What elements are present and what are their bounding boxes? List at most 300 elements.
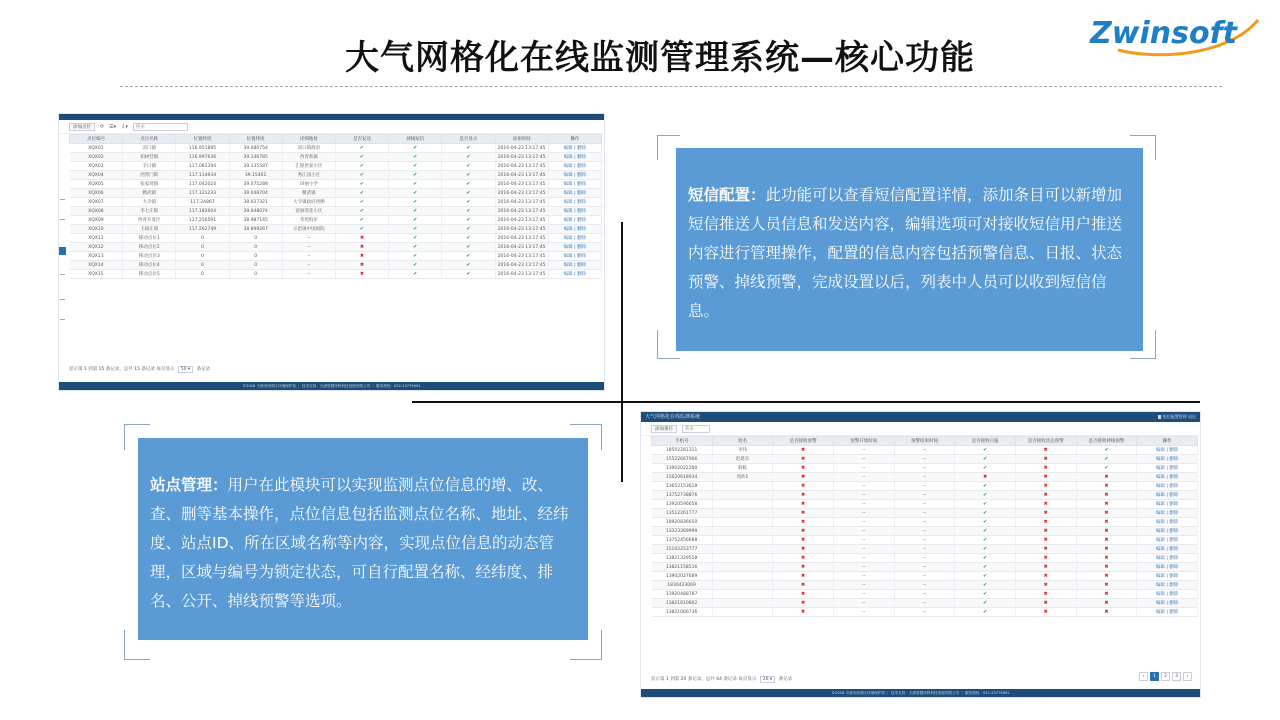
table-cell: 2016-04-23 13:17:45 bbox=[495, 144, 548, 153]
check-icon: ✔ bbox=[1076, 464, 1137, 473]
cross-icon: ✖ bbox=[1076, 554, 1137, 563]
table-cell: -- bbox=[894, 518, 955, 527]
table-cell: 凉口镇 bbox=[123, 144, 176, 153]
table-cell: 0 bbox=[229, 270, 282, 279]
table-cell: -- bbox=[833, 482, 894, 491]
column-header[interactable]: 是否接收状态预警 bbox=[1015, 437, 1076, 446]
table-cell: 示范镇中国国院 bbox=[282, 225, 335, 234]
column-header[interactable]: 点位名称 bbox=[123, 135, 176, 144]
table-cell: XQX06 bbox=[70, 189, 123, 198]
table-cell bbox=[712, 536, 773, 545]
row-actions[interactable]: 编辑 | 删除 bbox=[548, 162, 601, 171]
table-row[interactable] bbox=[652, 446, 1198, 455]
table-cell bbox=[712, 545, 773, 554]
table-row[interactable] bbox=[70, 270, 602, 279]
table-row[interactable] bbox=[652, 527, 1198, 536]
table-cell: 39.048704 bbox=[229, 189, 282, 198]
table-cell: -- bbox=[833, 473, 894, 482]
table-cell: 39.146785 bbox=[229, 153, 282, 162]
pager-text: 显示第 1 到第 15 条记录，总共 15 条记录 每页显示 bbox=[69, 367, 175, 372]
row-actions[interactable]: 编辑 | 删除 bbox=[548, 243, 601, 252]
column-header[interactable]: 操作 bbox=[548, 135, 601, 144]
search-input[interactable]: 搜索 bbox=[682, 425, 710, 433]
cross-icon: ✖ bbox=[1076, 518, 1137, 527]
table-cell: XQX01 bbox=[70, 144, 123, 153]
table-cell: -- bbox=[833, 491, 894, 500]
table-cell bbox=[712, 482, 773, 491]
table-cell: XQX09 bbox=[70, 216, 123, 225]
check-icon: ✔ bbox=[389, 225, 442, 234]
pagination bbox=[1139, 672, 1192, 681]
table-row[interactable] bbox=[652, 599, 1198, 608]
row-actions[interactable]: 编辑 | 删除 bbox=[548, 234, 601, 243]
table-cell: 0 bbox=[229, 234, 282, 243]
column-header[interactable]: 点位编号 bbox=[70, 135, 123, 144]
column-header[interactable]: 是否显示 bbox=[442, 135, 495, 144]
column-header[interactable]: 位置纬度 bbox=[229, 135, 282, 144]
check-icon: ✔ bbox=[442, 252, 495, 261]
check-icon: ✔ bbox=[955, 518, 1016, 527]
logo-text: Zwinsoft bbox=[1090, 16, 1237, 51]
check-icon: ✔ bbox=[389, 270, 442, 279]
table-cell: XQX12 bbox=[70, 243, 123, 252]
check-icon: ✔ bbox=[955, 599, 1016, 608]
table-cell: 117.256591 bbox=[176, 216, 229, 225]
table-row[interactable] bbox=[70, 171, 602, 180]
row-actions[interactable]: 编辑 | 删除 bbox=[548, 189, 601, 198]
check-icon: ✔ bbox=[389, 162, 442, 171]
row-actions[interactable]: 编辑 | 删除 bbox=[1137, 482, 1198, 491]
page-button[interactable]: 3 bbox=[1172, 672, 1181, 681]
check-icon: ✔ bbox=[335, 153, 388, 162]
table-cell bbox=[712, 563, 773, 572]
table-cell: 13752456688 bbox=[652, 536, 713, 545]
pager-suffix: 条记录 bbox=[778, 677, 793, 682]
table-cell bbox=[712, 608, 773, 617]
row-actions[interactable]: 编辑 | 删除 bbox=[1137, 536, 1198, 545]
row-actions[interactable]: 编辑 | 删除 bbox=[1137, 527, 1198, 536]
table-cell: 华苑海岸 bbox=[282, 216, 335, 225]
app-footer: ©2016 天津市西青区环境保护局 ｜ 技术支持：天津智慧环科科技发展有限公司 ｜ 服务热线：022-23779991 bbox=[59, 382, 604, 390]
table-cell: -- bbox=[894, 500, 955, 509]
column-header[interactable]: 是否接收掉线预警 bbox=[1076, 437, 1137, 446]
table-cell: 116.951895 bbox=[176, 144, 229, 153]
app-header-bar bbox=[641, 412, 1200, 422]
table-cell: 117.24867 bbox=[176, 198, 229, 207]
cross-icon: ✖ bbox=[1015, 455, 1076, 464]
cross-icon: ✖ bbox=[773, 545, 834, 554]
table-cell: 0 bbox=[176, 252, 229, 261]
site-management-description bbox=[138, 438, 588, 640]
table-row[interactable] bbox=[652, 464, 1198, 473]
check-icon: ✔ bbox=[389, 144, 442, 153]
table-cell: -- bbox=[833, 563, 894, 572]
sms-config-heading: 短信配置： bbox=[688, 186, 766, 204]
table-row[interactable] bbox=[652, 482, 1198, 491]
table-row[interactable] bbox=[652, 491, 1198, 500]
table-row[interactable] bbox=[70, 180, 602, 189]
table-row[interactable] bbox=[652, 518, 1198, 527]
row-actions[interactable]: 编辑 | 删除 bbox=[1137, 473, 1198, 482]
table-cell: 2016-04-23 13:17:45 bbox=[495, 207, 548, 216]
cross-icon: ✖ bbox=[1076, 545, 1137, 554]
table-row[interactable] bbox=[652, 572, 1198, 581]
table-cell: 2016-04-23 13:17:45 bbox=[495, 189, 548, 198]
row-actions[interactable]: 编辑 | 删除 bbox=[1137, 563, 1198, 572]
page-size-select[interactable]: 50 ▾ bbox=[178, 366, 193, 373]
table-cell: 13821066736 bbox=[652, 608, 713, 617]
column-header[interactable]: 操作 bbox=[1137, 437, 1198, 446]
table-cell: 117.182604 bbox=[176, 207, 229, 216]
cross-icon: ✖ bbox=[773, 554, 834, 563]
table-cell bbox=[712, 509, 773, 518]
table-cell: 39.080754 bbox=[229, 144, 282, 153]
table-cell: -- bbox=[894, 536, 955, 545]
cross-icon: ✖ bbox=[773, 599, 834, 608]
table-cell: 李伟 bbox=[712, 446, 773, 455]
check-icon: ✔ bbox=[442, 243, 495, 252]
table-row[interactable] bbox=[70, 189, 602, 198]
table-row[interactable] bbox=[70, 243, 602, 252]
row-actions[interactable]: 编辑 | 删除 bbox=[1137, 455, 1198, 464]
check-icon: ✔ bbox=[389, 252, 442, 261]
table-cell: 2016-04-23 13:17:45 bbox=[495, 252, 548, 261]
check-icon: ✔ bbox=[442, 207, 495, 216]
table-cell: -- bbox=[833, 554, 894, 563]
column-header[interactable]: 姓名 bbox=[712, 437, 773, 446]
table-cell: 韩栋 bbox=[712, 464, 773, 473]
table-row[interactable] bbox=[70, 252, 602, 261]
row-actions[interactable]: 编辑 | 删除 bbox=[548, 270, 601, 279]
table-cell: 辛口镇 bbox=[123, 162, 176, 171]
table-row[interactable] bbox=[652, 581, 1198, 590]
column-header[interactable]: 位置经度 bbox=[176, 135, 229, 144]
table-cell: -- bbox=[894, 572, 955, 581]
column-header[interactable]: 预警结束时间 bbox=[894, 437, 955, 446]
table-cell: 0 bbox=[229, 252, 282, 261]
table-cell: 13821329558 bbox=[652, 554, 713, 563]
table-cell bbox=[712, 572, 773, 581]
row-actions[interactable]: 编辑 | 删除 bbox=[548, 153, 601, 162]
table-cell: 西青开发区 bbox=[123, 216, 176, 225]
table-cell: 汇银世家小区 bbox=[282, 162, 335, 171]
page-button[interactable]: › bbox=[1183, 672, 1192, 681]
table-cell: -- bbox=[833, 608, 894, 617]
table-cell: 赵建东 bbox=[712, 455, 773, 464]
page-title: 大气网格化在线监测管理系统—核心功能 bbox=[345, 38, 975, 78]
table-cell: 2016-04-23 13:17:45 bbox=[495, 261, 548, 270]
table-row[interactable] bbox=[652, 545, 1198, 554]
column-header[interactable]: 详细地址 bbox=[282, 135, 335, 144]
table-cell: 移动点位5 bbox=[123, 270, 176, 279]
table-row[interactable] bbox=[70, 162, 602, 171]
row-actions[interactable]: 编辑 | 删除 bbox=[548, 207, 601, 216]
row-actions[interactable]: 编辑 | 删除 bbox=[1137, 554, 1198, 563]
cross-icon: ✖ bbox=[1015, 554, 1076, 563]
check-icon: ✔ bbox=[442, 153, 495, 162]
check-icon: ✔ bbox=[1076, 446, 1137, 455]
row-actions[interactable]: 编辑 | 删除 bbox=[548, 252, 601, 261]
table-cell: 2016-04-23 13:17:45 bbox=[495, 243, 548, 252]
row-actions[interactable]: 编辑 | 删除 bbox=[548, 198, 601, 207]
table-row[interactable] bbox=[70, 225, 602, 234]
check-icon: ✔ bbox=[335, 162, 388, 171]
table-cell: 0 bbox=[176, 243, 229, 252]
table-row[interactable] bbox=[652, 455, 1198, 464]
table-cell: 117.042024 bbox=[176, 180, 229, 189]
column-header[interactable]: 添加时间 bbox=[495, 135, 548, 144]
table-cell: -- bbox=[833, 599, 894, 608]
search-input[interactable]: 搜索 bbox=[133, 123, 188, 131]
sms-config-body: 此功能可以查看短信配置详情，添加条目可以新增加短信推送人员信息和发送内容，编辑选项可对接收短信用户推送内容进行管理操作，配置的信息内容包括预警信息、日报、状态预警、掉线预警，完成设置以后，列表中人员可以收到短信信息。 bbox=[688, 186, 1123, 320]
table-row[interactable] bbox=[652, 509, 1198, 518]
columns-icon[interactable]: ☰▾ bbox=[109, 123, 117, 130]
check-icon: ✔ bbox=[389, 198, 442, 207]
row-actions[interactable]: 编辑 | 删除 bbox=[1137, 491, 1198, 500]
table-cell: 移动点位1 bbox=[123, 234, 176, 243]
table-cell: -- bbox=[894, 527, 955, 536]
table-row[interactable] bbox=[652, 473, 1198, 482]
table-cell: -- bbox=[894, 563, 955, 572]
row-actions[interactable]: 编辑 | 删除 bbox=[1137, 446, 1198, 455]
check-icon: ✔ bbox=[442, 198, 495, 207]
cross-icon: ✖ bbox=[335, 270, 388, 279]
sms-pager bbox=[651, 676, 792, 682]
check-icon: ✔ bbox=[335, 171, 388, 180]
check-icon: ✔ bbox=[955, 536, 1016, 545]
table-row[interactable] bbox=[652, 563, 1198, 572]
table-cell bbox=[712, 518, 773, 527]
row-actions[interactable]: 编辑 | 删除 bbox=[1137, 500, 1198, 509]
table-cell bbox=[712, 554, 773, 563]
sms-table bbox=[651, 436, 1198, 617]
table-cell: -- bbox=[282, 252, 335, 261]
row-actions[interactable]: 编辑 | 删除 bbox=[548, 171, 601, 180]
cross-icon: ✖ bbox=[1076, 590, 1137, 599]
check-icon: ✔ bbox=[442, 216, 495, 225]
cross-icon: ✖ bbox=[1015, 491, 1076, 500]
row-actions[interactable]: 编辑 | 删除 bbox=[548, 225, 601, 234]
table-row[interactable] bbox=[652, 536, 1198, 545]
table-cell: -- bbox=[833, 545, 894, 554]
table-cell: 39.135587 bbox=[229, 162, 282, 171]
row-actions[interactable]: 编辑 | 删除 bbox=[1137, 545, 1198, 554]
table-cell: 15620618934 bbox=[652, 473, 713, 482]
table-cell: 18502281311 bbox=[652, 446, 713, 455]
check-icon: ✔ bbox=[335, 225, 388, 234]
site-management-screenshot bbox=[58, 113, 605, 391]
table-cell: 张家窝镇 bbox=[123, 180, 176, 189]
cross-icon: ✖ bbox=[773, 464, 834, 473]
row-actions[interactable]: 编辑 | 删除 bbox=[1137, 608, 1198, 617]
cross-icon: ✖ bbox=[773, 482, 834, 491]
site-table bbox=[69, 134, 602, 279]
table-cell: 117.081394 bbox=[176, 162, 229, 171]
table-cell: -- bbox=[894, 545, 955, 554]
check-icon: ✔ bbox=[442, 234, 495, 243]
table-cell: 13902022280 bbox=[652, 464, 713, 473]
cross-icon: ✖ bbox=[1015, 464, 1076, 473]
table-cell: XQX11 bbox=[70, 234, 123, 243]
column-header[interactable]: 掉线短信 bbox=[389, 135, 442, 144]
page-button[interactable]: ‹ bbox=[1139, 672, 1148, 681]
pager-suffix: 条记录 bbox=[196, 367, 211, 372]
table-toolbar bbox=[59, 120, 604, 134]
cross-icon: ✖ bbox=[1076, 563, 1137, 572]
table-cell: XQX04 bbox=[70, 171, 123, 180]
table-cell: 13821158516 bbox=[652, 563, 713, 572]
table-cell: 2016-04-23 13:17:45 bbox=[495, 153, 548, 162]
table-row[interactable] bbox=[70, 207, 602, 216]
page-button[interactable]: 2 bbox=[1161, 672, 1170, 681]
table-cell: 王稳庄镇 bbox=[123, 225, 176, 234]
table-row[interactable] bbox=[652, 500, 1198, 509]
table-row[interactable] bbox=[652, 590, 1198, 599]
row-actions[interactable]: 编辑 | 删除 bbox=[1137, 572, 1198, 581]
table-cell: 13752738876 bbox=[652, 491, 713, 500]
check-icon: ✔ bbox=[955, 563, 1016, 572]
check-icon: ✔ bbox=[335, 198, 388, 207]
table-cell: 移动点位3 bbox=[123, 252, 176, 261]
page-button[interactable]: 1 bbox=[1150, 672, 1159, 681]
table-row[interactable] bbox=[70, 144, 602, 153]
row-actions[interactable]: 编辑 | 删除 bbox=[1137, 581, 1198, 590]
add-site-button[interactable]: 添加点位 bbox=[69, 123, 95, 131]
table-cell: 精武镇 bbox=[282, 189, 335, 198]
table-cell bbox=[712, 581, 773, 590]
table-row[interactable] bbox=[70, 261, 602, 270]
table-row[interactable] bbox=[70, 198, 602, 207]
table-cell: 15102253777 bbox=[652, 545, 713, 554]
check-icon: ✔ bbox=[335, 207, 388, 216]
table-cell: 13920488787 bbox=[652, 590, 713, 599]
check-icon: ✔ bbox=[955, 581, 1016, 590]
table-row[interactable] bbox=[652, 608, 1198, 617]
table-cell: -- bbox=[833, 536, 894, 545]
export-icon[interactable]: ⇩▾ bbox=[121, 123, 128, 130]
table-cell: -- bbox=[894, 464, 955, 473]
table-cell: -- bbox=[282, 234, 335, 243]
check-icon: ✔ bbox=[389, 243, 442, 252]
row-actions[interactable]: 编辑 | 删除 bbox=[548, 180, 601, 189]
check-icon: ✔ bbox=[955, 554, 1016, 563]
table-cell: 移动点位4 bbox=[123, 261, 176, 270]
refresh-icon[interactable]: ⟳ bbox=[100, 123, 105, 130]
cross-icon: ✖ bbox=[1015, 473, 1076, 482]
add-entry-button[interactable]: 添加条目 bbox=[651, 425, 677, 433]
table-cell: 38.987145 bbox=[229, 216, 282, 225]
check-icon: ✔ bbox=[955, 545, 1016, 554]
table-cell: XQX08 bbox=[70, 207, 123, 216]
cross-icon: ✖ bbox=[1015, 446, 1076, 455]
table-row[interactable] bbox=[70, 153, 602, 162]
check-icon: ✔ bbox=[389, 216, 442, 225]
horizontal-divider bbox=[412, 401, 1200, 403]
row-actions[interactable]: 编辑 | 删除 bbox=[1137, 509, 1198, 518]
cross-icon: ✖ bbox=[1076, 491, 1137, 500]
table-row[interactable] bbox=[70, 234, 602, 243]
cross-icon: ✖ bbox=[773, 581, 834, 590]
row-actions[interactable]: 编辑 | 删除 bbox=[1137, 590, 1198, 599]
pager-text: 显示第 1 到第 20 条记录，总共 64 条记录 每页显示 bbox=[651, 677, 757, 682]
table-cell: -- bbox=[833, 518, 894, 527]
table-cell: 2016-04-23 13:17:45 bbox=[495, 216, 548, 225]
site-management-body: 用户在此模块可以实现监测点位信息的增、改、查、删等基本操作，点位信息包括监测点位名称、地址、经纬度、站点ID、所在区域名称等内容，实现点位信息的动态管理，区域与编号为锁定状态，可自行配置名称、经纬度、排名、公开、掉线预警等选项。 bbox=[150, 476, 569, 610]
cross-icon: ✖ bbox=[1076, 599, 1137, 608]
column-header[interactable]: 预警开始时间 bbox=[833, 437, 894, 446]
cross-icon: ✖ bbox=[773, 536, 834, 545]
cross-icon: ✖ bbox=[773, 473, 834, 482]
table-row[interactable] bbox=[70, 216, 602, 225]
app-footer: ©2016 天津市西青区环境保护局 ｜ 技术支持：天津智慧环科科技发展有限公司 ｜ 服务热线：022-23779991 bbox=[641, 689, 1200, 697]
table-cell: 大寺镇 bbox=[123, 198, 176, 207]
column-header[interactable]: 是否发送 bbox=[335, 135, 388, 144]
column-header[interactable]: 是否接收日报 bbox=[955, 437, 1016, 446]
cross-icon: ✖ bbox=[773, 455, 834, 464]
row-actions[interactable]: 编辑 | 删除 bbox=[548, 216, 601, 225]
row-actions[interactable]: 编辑 | 删除 bbox=[548, 144, 601, 153]
table-cell: XQX13 bbox=[70, 252, 123, 261]
check-icon: ✔ bbox=[955, 446, 1016, 455]
table-cell: 精武镇 bbox=[123, 189, 176, 198]
cross-icon: ✖ bbox=[1076, 527, 1137, 536]
table-cell: 13902027689 bbox=[652, 572, 713, 581]
side-scroll-marks bbox=[59, 114, 67, 390]
row-actions[interactable]: 编辑 | 删除 bbox=[1137, 518, 1198, 527]
table-cell: 0 bbox=[229, 261, 282, 270]
check-icon: ✔ bbox=[389, 189, 442, 198]
cross-icon: ✖ bbox=[773, 446, 834, 455]
table-cell: 117.121233 bbox=[176, 189, 229, 198]
table-cell: 2016-04-23 13:17:45 bbox=[495, 171, 548, 180]
check-icon: ✔ bbox=[955, 509, 1016, 518]
user-menu[interactable]: ◙ 短信配置管理 退出 bbox=[1157, 414, 1196, 419]
check-icon: ✔ bbox=[442, 261, 495, 270]
cross-icon: ✖ bbox=[1015, 518, 1076, 527]
row-actions[interactable]: 编辑 | 删除 bbox=[548, 261, 601, 270]
check-icon: ✔ bbox=[389, 171, 442, 180]
cross-icon: ✖ bbox=[1076, 500, 1137, 509]
zwinsoft-logo bbox=[1088, 10, 1264, 60]
table-cell: -- bbox=[833, 581, 894, 590]
table-cell: -- bbox=[833, 590, 894, 599]
check-icon: ✔ bbox=[442, 225, 495, 234]
page-size-select[interactable]: 20 ▾ bbox=[760, 676, 775, 683]
table-cell: 2016-04-23 13:17:45 bbox=[495, 180, 548, 189]
check-icon: ✔ bbox=[955, 572, 1016, 581]
table-cell: -- bbox=[282, 270, 335, 279]
cross-icon: ✖ bbox=[1076, 608, 1137, 617]
table-cell: 2016-04-23 13:17:45 bbox=[495, 198, 548, 207]
cross-icon: ✖ bbox=[335, 243, 388, 252]
table-row[interactable] bbox=[652, 554, 1198, 563]
table-cell: 1830423069 bbox=[652, 581, 713, 590]
table-cell: XQX05 bbox=[70, 180, 123, 189]
table-cell: XQX03 bbox=[70, 162, 123, 171]
row-actions[interactable]: 编辑 | 删除 bbox=[1137, 599, 1198, 608]
cross-icon: ✖ bbox=[1076, 581, 1137, 590]
check-icon: ✔ bbox=[955, 464, 1016, 473]
cross-icon: ✖ bbox=[1076, 482, 1137, 491]
column-header[interactable]: 是否接收预警 bbox=[773, 437, 834, 446]
row-actions[interactable]: 编辑 | 删除 bbox=[1137, 464, 1198, 473]
cross-icon: ✖ bbox=[1015, 581, 1076, 590]
table-cell: 田丽小学 bbox=[282, 180, 335, 189]
table-cell: -- bbox=[894, 608, 955, 617]
check-icon: ✔ bbox=[442, 171, 495, 180]
check-icon: ✔ bbox=[442, 180, 495, 189]
column-header[interactable]: 手机号 bbox=[652, 437, 713, 446]
